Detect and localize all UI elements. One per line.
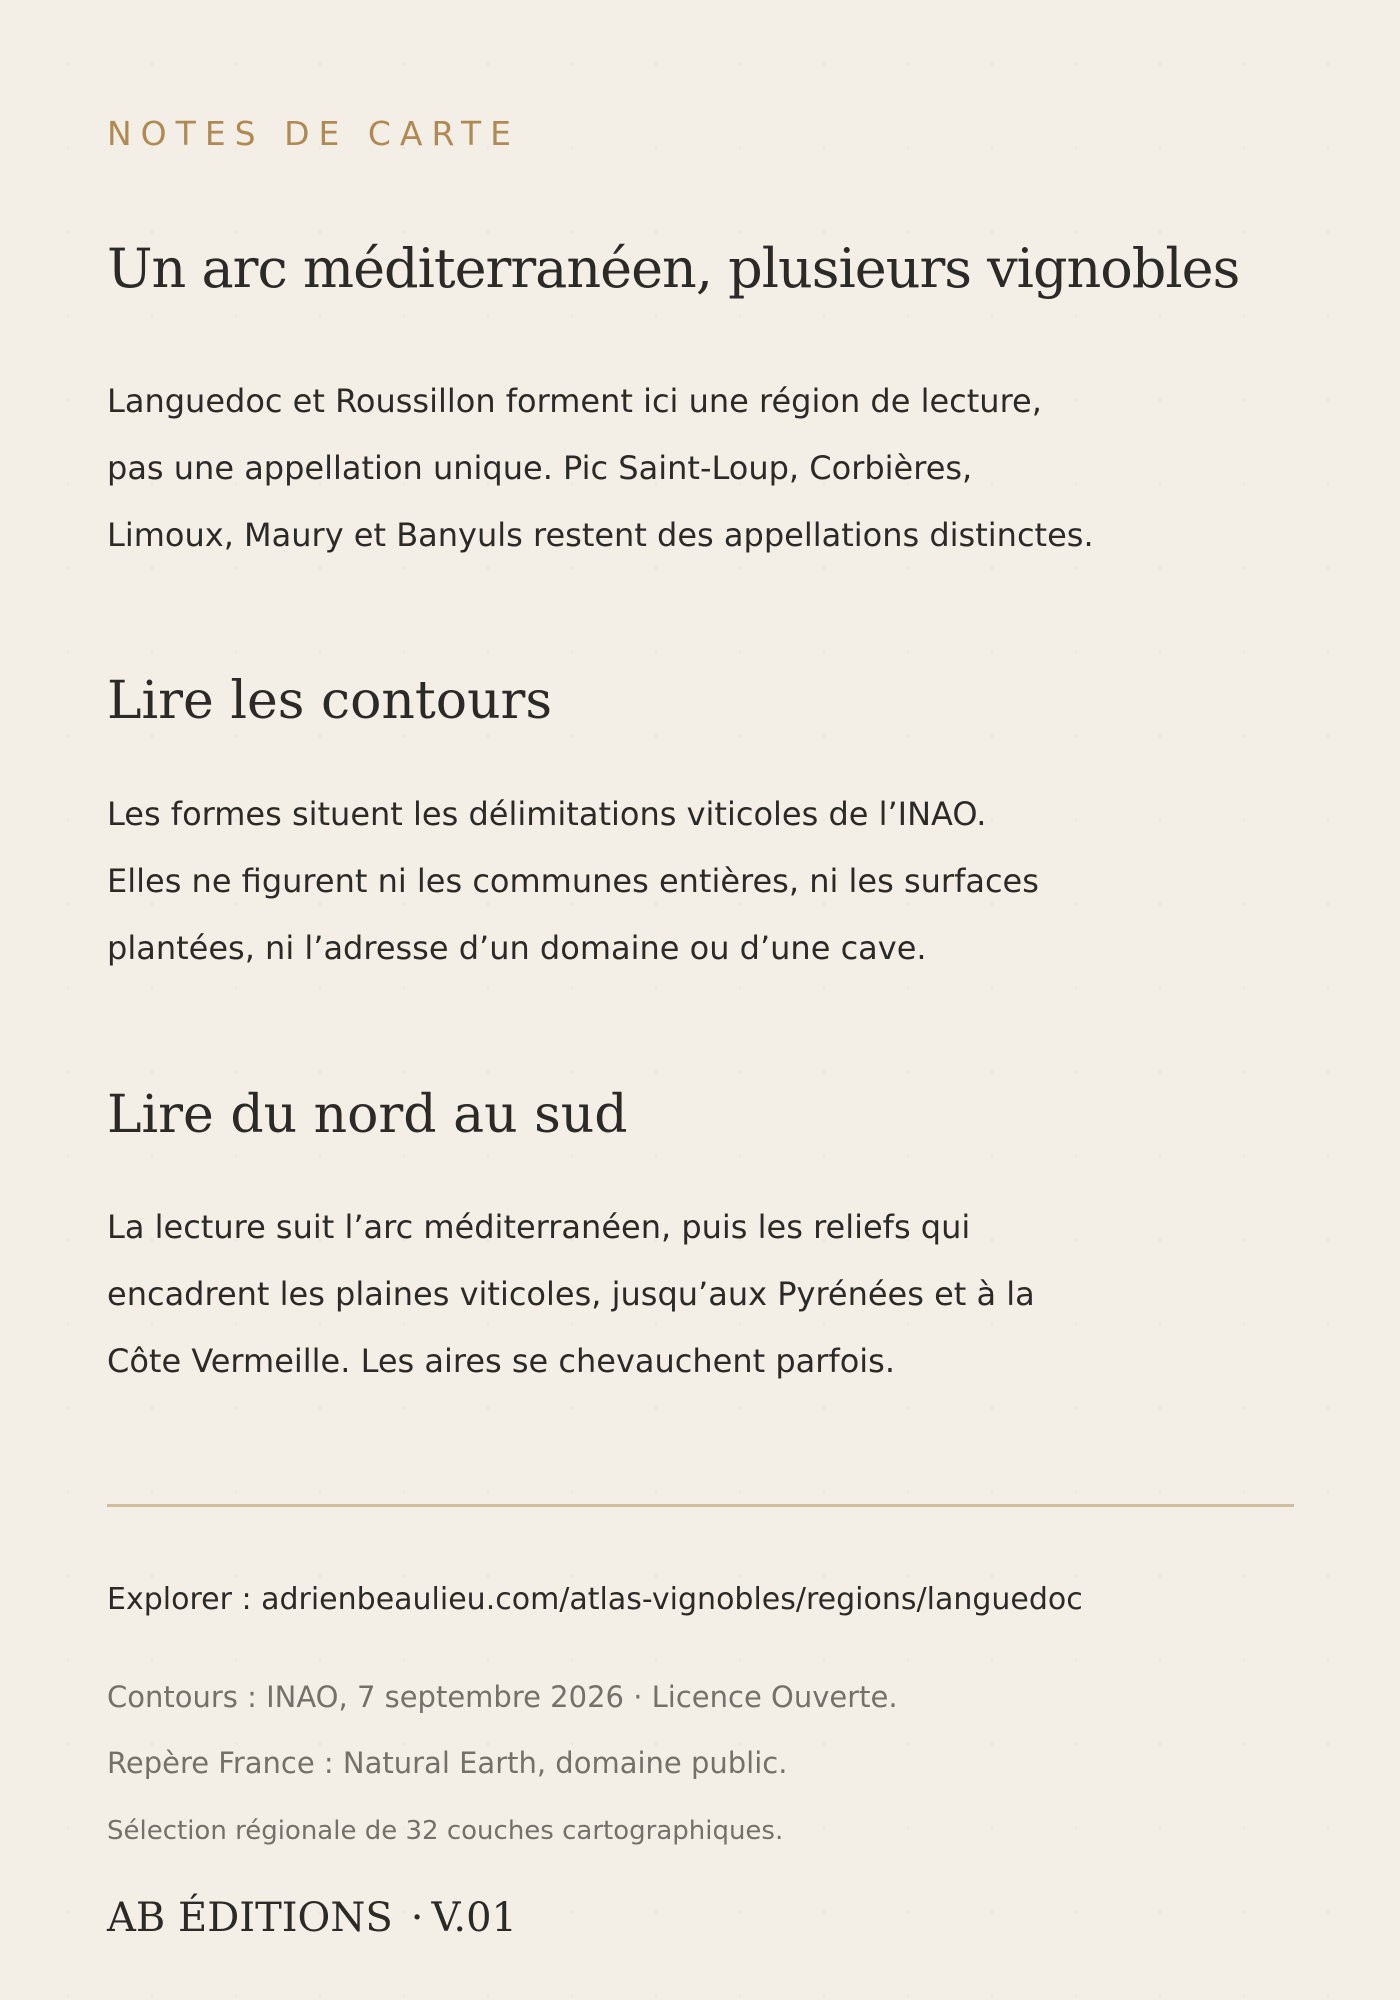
credit-contours: Contours : INAO, 7 septembre 2026 · Licence Ouverte.	[107, 1680, 898, 1714]
credit-repere: Repère France : Natural Earth, domaine public.	[107, 1746, 788, 1780]
section-heading-nord-sud: Lire du nord au sud	[107, 1085, 628, 1145]
explore-link[interactable]: Explorer : adrienbeaulieu.com/atlas-vignobles/regions/languedoc	[107, 1582, 1083, 1617]
eyebrow-label: NOTES DE CARTE	[107, 114, 521, 153]
section-body-nord-sud: La lecture suit l’arc méditerranéen, puis les reliefs qui encadrent les plaines viticoles, jusqu’aux Pyrénées et à la Côte Vermeille. Les aires se chevauchent parfois.	[107, 1208, 1035, 1380]
intro-paragraph: Languedoc et Roussillon forment ici une région de lecture, pas une appellation unique. Pic Saint-Loup, Corbières, Limoux, Maury et Banyuls restent des appellations distinctes.	[107, 382, 1094, 554]
section-heading-contours: Lire les contours	[107, 671, 553, 731]
brand-separator: ·	[410, 1895, 424, 1941]
brand-signature	[107, 1892, 517, 1944]
divider	[107, 1504, 1294, 1507]
brand-name: AB ÉDITIONS	[107, 1895, 393, 1941]
map-notes-page	[107, 0, 1297, 2000]
section-body-contours: Les formes situent les délimitations viticoles de l’INAO. Elles ne figurent ni les communes entières, ni les surfaces plantées, ni l’adresse d’un domaine ou d’une cave.	[107, 795, 1039, 967]
brand-version: V.01	[431, 1895, 517, 1941]
credit-selection: Sélection régionale de 32 couches cartographiques.	[107, 1816, 784, 1846]
page-title: Un arc méditerranéen, plusieurs vignobles	[107, 237, 1240, 300]
